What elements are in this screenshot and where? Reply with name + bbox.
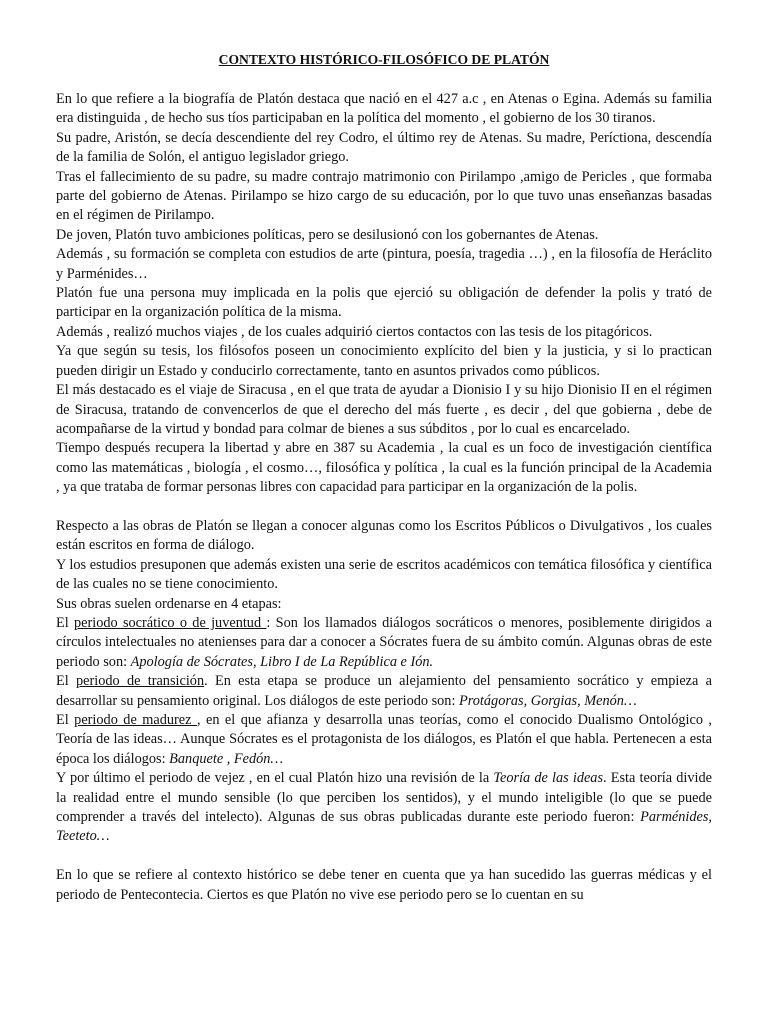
paragraph-birth: En lo que refiere a la biografía de Platón destaca que nació en el 427 a.c , en Atenas o Egina. Además su familia era distinguida , de hecho sus tíos participaban en la política del momento , el gobierno de los 30 tiranos.	[56, 91, 712, 127]
text-segment: El	[56, 673, 76, 690]
text-segment: El	[56, 711, 75, 728]
paragraph-academic-writings: Y los estudios presuponen que además existen una serie de escritos académicos con temática filosófica y científica de las cuales no se tiene conocimiento.	[56, 556, 712, 593]
paragraph-academy: Tiempo después recupera la libertad y abre en 387 su Academia , la cual es un foco de investigación científica como las matemáticas , biología , el cosmo…, filosófica y política , la cual es la función principal de la Academia , ya que trataba de formar personas libres con capacidad para participar en la organización de la polis.	[56, 440, 712, 496]
paragraph-philosophers-thesis: Ya que según su tesis, los filósofos poseen un conocimiento explícito del bien y la justicia, y si lo practican pueden dirigir un Estado y conducirlo correctamente, tanto en asuntos privados como públicos.	[56, 343, 712, 379]
paragraph-transition-period	[56, 672, 712, 711]
text-segment: Y por último el periodo de vejez , en el cual Platón hizo una revisión de la	[56, 770, 494, 787]
italic-works: Apología de Sócrates, Libro I de La República e Ión.	[130, 653, 434, 670]
text-segment: . En esta etapa se produce un alejamiento del pensamiento socrático y empieza a desarrollar su pensamiento original. Los diálogos de este periodo son:	[56, 673, 712, 709]
paragraph-parents: Su padre, Aristón, se decía descendiente del rey Codro, el último rey de Atenas. Su madre, Períctiona, descendía de la familia de Solón, el antiguo legislador griego.	[56, 129, 712, 166]
paragraph-education: Además , su formación se completa con estudios de arte (pintura, poesía, tragedia …) , en la filosofía de Heráclito y Parménides…	[56, 246, 712, 282]
document-title: CONTEXTO HISTÓRICO-FILOSÓFICO DE PLATÓN	[218, 52, 550, 67]
underlined-term: periodo socrático o de juventud	[74, 614, 267, 631]
paragraph-maturity-period	[56, 711, 712, 769]
paragraph-travels: Además , realizó muchos viajes , de los cuales adquirió ciertos contactos con las tesis de los pitagóricos.	[56, 323, 653, 340]
paragraph-socratic-period	[56, 614, 712, 672]
italic-works: Protágoras, Gorgias, Menón…	[459, 692, 637, 709]
paragraph-stepfather: Tras el fallecimiento de su padre, su madre contrajo matrimonio con Pirilampo ,amigo de Pericles , que formaba parte del gobierno de Atenas. Pirilampo se hizo cargo de su educación, por lo que tuvo unas enseñanzas basadas en el régimen de Pirilampo.	[56, 168, 712, 224]
paragraph-stages: Sus obras suelen ordenarse en 4 etapas:	[56, 595, 282, 612]
italic-works: Banquete , Fedón…	[169, 750, 284, 767]
paragraph-youth: De joven, Platón tuvo ambiciones políticas, pero se desilusionó con los gobernantes de Atenas.	[56, 226, 599, 243]
underlined-term: periodo de madurez	[74, 711, 197, 728]
paragraph-historical-context: En lo que se refiere al contexto histórico se debe tener en cuenta que ya han sucedido las guerras médicas y el periodo de Pentecontecia. Ciertos es que Platón no vive ese periodo pero se lo cuentan en su	[56, 867, 712, 903]
paragraph-works-intro: Respecto a las obras de Platón se llegan a conocer algunas como los Escritos Públicos o Divulgativos , los cuales están escritos en forma de diálogo.	[56, 517, 712, 554]
document-body	[56, 90, 712, 905]
paragraph-gap	[56, 498, 712, 517]
paragraph-polis: Platón fue una persona muy implicada en la polis que ejerció su obligación de defender la polis y trató de participar en la organización política de la misma.	[56, 285, 712, 321]
italic-term: Teoría de las ideas	[493, 770, 604, 787]
paragraph-old-age-period	[56, 769, 712, 847]
underlined-term: periodo de transición	[76, 673, 205, 690]
paragraph-syracuse: El más destacado es el viaje de Siracusa , en el que trata de ayudar a Dionisio I y su hijo Dionisio II en el régimen de Siracusa, tratando de convencerlos de que el derecho del más fuerte , es decir , del que gobierna , debe de acompañarse de la virtud y bondad para colmar de bienes a sus súbditos , por lo cual es encarcelado.	[56, 382, 712, 437]
text-segment: , en el que afianza y desarrolla unas teorías, como el conocido Dualismo Ontológico , Teoría de las ideas… Aunque Sócrates es el protagonista de los diálogos, es Platón el que habla. Pertenecen a esta época los diálogos:	[56, 711, 713, 767]
paragraph-gap	[56, 847, 712, 866]
text-segment: : Son los llamados diálogos socráticos o menores, posiblemente dirigidos a círculos intelectuales no atenienses para dar a conocer a Sócrates fuera de su ámbito común. Algunas obras de este periodo son:	[56, 614, 713, 670]
italic-works: Parménides, Teeteto…	[56, 809, 712, 845]
text-segment: El	[56, 614, 74, 631]
text-segment: . Esta teoría divide la realidad entre el mundo sensible (lo que perciben los sentidos), y el mundo inteligible (lo que se puede comprender a través del intelecto). Algunas de sus obras publicadas durante este periodo fueron:	[56, 770, 712, 826]
